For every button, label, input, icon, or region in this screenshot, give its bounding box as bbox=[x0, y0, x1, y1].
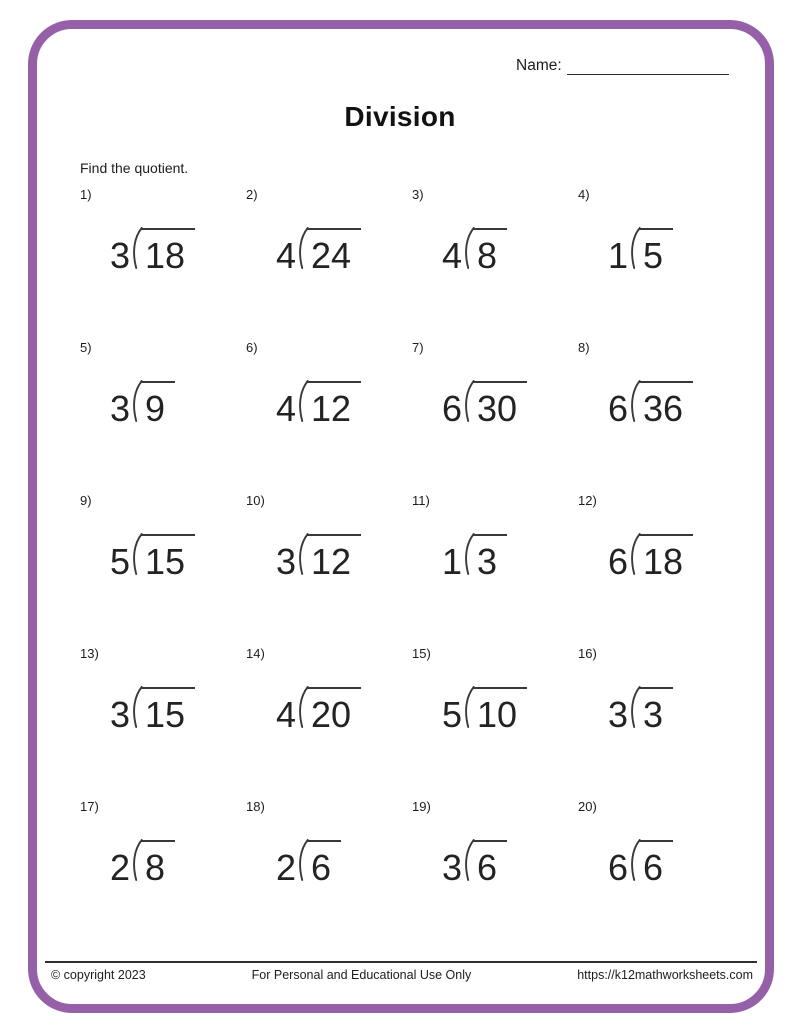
footer-usage-note: For Personal and Educational Use Only bbox=[251, 968, 472, 982]
division-expression bbox=[110, 227, 195, 274]
divisor-value: 3 bbox=[110, 693, 131, 735]
problems-grid bbox=[80, 187, 744, 952]
division-expression bbox=[276, 839, 341, 886]
dividend-value: 36 bbox=[639, 381, 693, 427]
divisor-value: 4 bbox=[276, 693, 297, 735]
problem-number: 20) bbox=[578, 799, 597, 814]
division-expression bbox=[276, 533, 361, 580]
division-problem bbox=[80, 799, 246, 952]
problem-number: 18) bbox=[246, 799, 265, 814]
division-expression bbox=[442, 533, 507, 580]
division-expression bbox=[608, 839, 673, 886]
dividend-value: 6 bbox=[473, 840, 507, 886]
problem-number: 3) bbox=[412, 187, 424, 202]
division-problem bbox=[412, 646, 578, 799]
dividend-value: 3 bbox=[473, 534, 507, 580]
divisor-value: 2 bbox=[276, 846, 297, 888]
division-expression bbox=[608, 380, 693, 427]
footer-url: https://k12mathworksheets.com bbox=[577, 968, 753, 982]
division-problem bbox=[412, 799, 578, 952]
division-problem bbox=[80, 646, 246, 799]
dividend-value: 8 bbox=[141, 840, 175, 886]
dividend-value: 15 bbox=[141, 687, 195, 733]
dividend-value: 3 bbox=[639, 687, 673, 733]
division-problem bbox=[80, 340, 246, 493]
division-expression bbox=[608, 533, 693, 580]
division-expression bbox=[442, 686, 527, 733]
dividend-value: 20 bbox=[307, 687, 361, 733]
name-label: Name: bbox=[516, 57, 562, 74]
division-problem bbox=[578, 799, 744, 952]
division-problem bbox=[246, 799, 412, 952]
dividend-value: 6 bbox=[639, 840, 673, 886]
dividend-value: 6 bbox=[307, 840, 341, 886]
division-problem bbox=[246, 187, 412, 340]
division-problem bbox=[412, 493, 578, 646]
division-expression bbox=[276, 380, 361, 427]
divisor-value: 2 bbox=[110, 846, 131, 888]
problem-number: 19) bbox=[412, 799, 431, 814]
dividend-value: 12 bbox=[307, 534, 361, 580]
divisor-value: 3 bbox=[110, 234, 131, 276]
divisor-value: 6 bbox=[608, 846, 629, 888]
division-problem bbox=[412, 187, 578, 340]
division-problem bbox=[412, 340, 578, 493]
dividend-value: 9 bbox=[141, 381, 175, 427]
dividend-value: 10 bbox=[473, 687, 527, 733]
division-problem bbox=[80, 187, 246, 340]
dividend-value: 5 bbox=[639, 228, 673, 274]
divisor-value: 3 bbox=[110, 387, 131, 429]
problem-number: 11) bbox=[412, 493, 430, 508]
division-expression bbox=[110, 839, 175, 886]
division-problem bbox=[246, 493, 412, 646]
division-expression bbox=[110, 686, 195, 733]
dividend-value: 12 bbox=[307, 381, 361, 427]
problem-number: 5) bbox=[80, 340, 92, 355]
problem-number: 10) bbox=[246, 493, 265, 508]
name-row bbox=[516, 57, 729, 75]
dividend-value: 8 bbox=[473, 228, 507, 274]
dividend-value: 15 bbox=[141, 534, 195, 580]
footer bbox=[45, 961, 757, 982]
problem-number: 4) bbox=[578, 187, 590, 202]
problem-number: 6) bbox=[246, 340, 258, 355]
problem-number: 15) bbox=[412, 646, 431, 661]
instruction-text: Find the quotient. bbox=[80, 160, 189, 176]
problem-number: 1) bbox=[80, 187, 92, 202]
division-expression bbox=[276, 686, 361, 733]
division-expression bbox=[442, 380, 527, 427]
division-expression bbox=[276, 227, 361, 274]
dividend-value: 30 bbox=[473, 381, 527, 427]
division-problem bbox=[246, 646, 412, 799]
dividend-value: 18 bbox=[639, 534, 693, 580]
division-expression bbox=[608, 686, 673, 733]
divisor-value: 6 bbox=[442, 387, 463, 429]
divisor-value: 3 bbox=[276, 540, 297, 582]
division-problem bbox=[578, 340, 744, 493]
problem-number: 14) bbox=[246, 646, 265, 661]
name-blank-line bbox=[567, 57, 729, 75]
problem-number: 9) bbox=[80, 493, 92, 508]
dividend-value: 18 bbox=[141, 228, 195, 274]
division-problem bbox=[578, 187, 744, 340]
division-problem bbox=[578, 646, 744, 799]
division-expression bbox=[442, 839, 507, 886]
footer-copyright: © copyright 2023 bbox=[51, 968, 146, 982]
division-expression bbox=[110, 533, 195, 580]
problem-number: 8) bbox=[578, 340, 590, 355]
problem-number: 17) bbox=[80, 799, 99, 814]
divisor-value: 6 bbox=[608, 540, 629, 582]
problem-number: 12) bbox=[578, 493, 597, 508]
dividend-value: 24 bbox=[307, 228, 361, 274]
problem-number: 7) bbox=[412, 340, 424, 355]
divisor-value: 4 bbox=[276, 387, 297, 429]
page-title: Division bbox=[344, 101, 456, 132]
problem-number: 2) bbox=[246, 187, 258, 202]
divisor-value: 3 bbox=[442, 846, 463, 888]
problem-number: 13) bbox=[80, 646, 99, 661]
divisor-value: 4 bbox=[276, 234, 297, 276]
divisor-value: 4 bbox=[442, 234, 463, 276]
division-expression bbox=[110, 380, 175, 427]
divisor-value: 3 bbox=[608, 693, 629, 735]
division-expression bbox=[442, 227, 507, 274]
divisor-value: 5 bbox=[110, 540, 131, 582]
footer-row bbox=[45, 963, 757, 982]
division-problem bbox=[578, 493, 744, 646]
divisor-value: 5 bbox=[442, 693, 463, 735]
divisor-value: 1 bbox=[442, 540, 463, 582]
division-problem bbox=[80, 493, 246, 646]
problem-number: 16) bbox=[578, 646, 597, 661]
division-problem bbox=[246, 340, 412, 493]
division-expression bbox=[608, 227, 673, 274]
divisor-value: 6 bbox=[608, 387, 629, 429]
divisor-value: 1 bbox=[608, 234, 629, 276]
